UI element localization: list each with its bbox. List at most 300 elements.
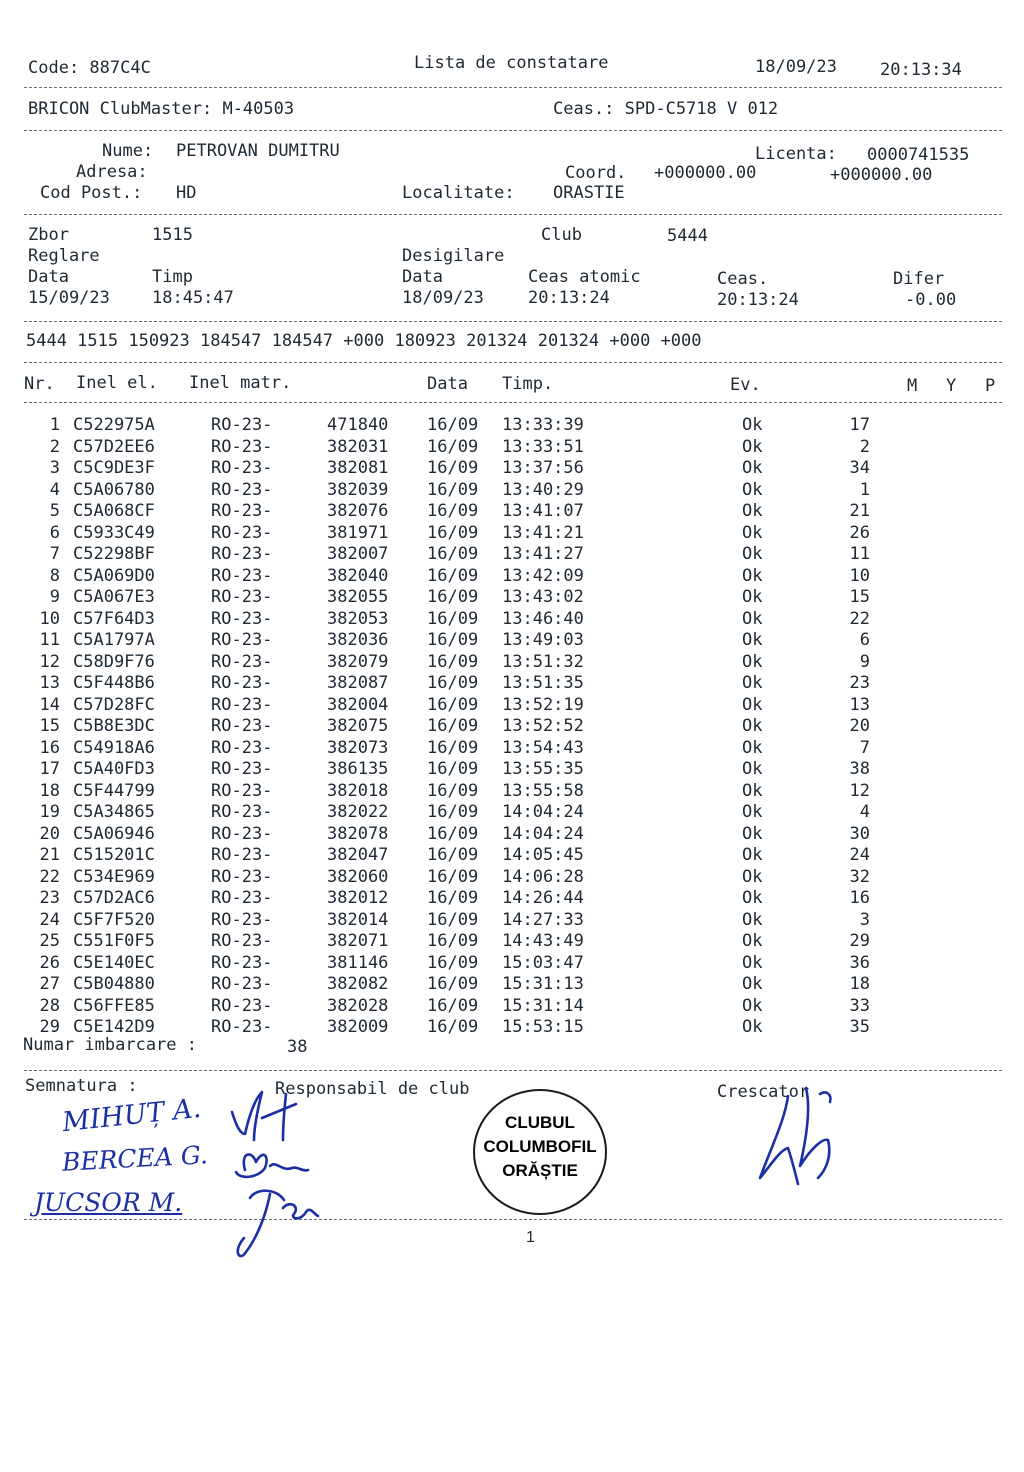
cell-nr: 10 [39,608,60,629]
cell-registration-prefix: RO-23- [211,694,273,715]
cell-time: 13:37:56 [502,458,584,478]
cell-date: 16/09 [427,995,479,1016]
setting-time: 18:45:47 [152,288,234,308]
cell-nr: 14 [39,694,60,715]
cell-electronic-ring: C58D9F76 [73,651,155,672]
cell-registration-prefix: RO-23- [211,845,273,865]
cell-date: 16/09 [427,909,479,930]
cell-nr: 28 [39,995,60,1016]
cell-registration-number: 382055 [327,587,389,607]
cell-registration-prefix: RO-23- [211,522,273,543]
cell-registration-prefix: RO-23- [211,651,273,672]
cell-time: 13:41:07 [502,501,584,521]
cell-electronic-ring: C5E142D9 [73,1017,155,1037]
cell-position: 32 [849,866,870,887]
cell-registration-prefix: RO-23- [211,436,273,457]
cell-date: 16/09 [427,479,479,500]
cell-registration-number: 471840 [327,415,389,435]
cell-nr: 22 [39,866,60,887]
divider [24,214,1002,215]
cell-event: Ok [742,866,763,887]
cell-nr: 11 [39,630,60,650]
table-row [0,823,1024,847]
cell-nr: 25 [39,931,60,951]
cell-time: 13:49:03 [502,630,584,650]
cell-position: 38 [849,759,870,779]
cell-event: Ok [742,651,763,672]
setting-date: 15/09/23 [28,288,110,308]
cell-registration-prefix: RO-23- [211,866,273,887]
table-row [0,866,1024,890]
cell-event: Ok [742,995,763,1016]
unsealing-date: 18/09/23 [402,288,484,308]
cell-electronic-ring: C5A069D0 [73,565,155,586]
cell-time: 14:05:45 [502,845,584,865]
cell-electronic-ring: C5C9DE3F [73,458,155,478]
cell-position: 34 [849,458,870,478]
stamp-line-3: ORĂȘTIE [502,1161,578,1180]
table-row [0,780,1024,804]
table-row [0,589,1024,610]
cell-nr: 3 [49,458,60,478]
cell-date: 16/09 [427,845,479,865]
locality-value: ORASTIE [553,183,625,203]
cell-electronic-ring: C52298BF [73,544,155,564]
cell-position: 15 [849,587,870,607]
postcode-value: HD [176,183,197,203]
unsealing-label: Desigilare [402,246,505,266]
cell-position: 35 [849,1017,870,1037]
cell-registration-number: 382071 [327,931,389,951]
cell-registration-number: 382047 [327,845,389,865]
cell-electronic-ring: C551F0F5 [73,931,155,951]
cell-time: 14:06:28 [502,866,584,887]
cell-electronic-ring: C5A34865 [73,802,155,822]
boarding-count-value: 38 [287,1037,308,1057]
table-row [0,503,1024,524]
cell-electronic-ring: C57D28FC [73,694,155,715]
table-row [0,976,1024,997]
cell-date: 16/09 [427,458,479,478]
cell-registration-number: 382036 [327,630,389,650]
table-row [0,651,1024,675]
cell-time: 14:04:24 [502,823,584,844]
clock-time: 20:13:24 [717,290,799,310]
cell-electronic-ring: C522975A [73,415,155,435]
signature-name-1: MIHUȚ A. [60,1092,203,1139]
table-row [0,952,1024,976]
cell-date: 16/09 [427,436,479,457]
cell-electronic-ring: C5F44799 [73,780,155,801]
cell-time: 13:41:27 [502,544,584,564]
cell-registration-prefix: RO-23- [211,673,273,693]
cell-event: Ok [742,974,763,994]
atomic-clock-time: 20:13:24 [528,288,610,308]
cell-electronic-ring: C5933C49 [73,522,155,543]
cell-time: 13:33:39 [502,415,584,435]
cell-event: Ok [742,780,763,801]
cell-position: 9 [859,651,870,672]
signature-name-2: BERCEA G. [61,1140,209,1177]
cell-position: 17 [849,415,870,435]
column-header-p: P [985,376,996,396]
divider [24,1219,1002,1220]
name-label: Nume: [102,141,154,161]
cell-position: 12 [849,780,870,801]
cell-electronic-ring: C5B04880 [73,974,155,994]
cell-date: 16/09 [427,716,479,736]
cell-position: 29 [849,931,870,951]
cell-event: Ok [742,544,763,564]
cell-time: 14:27:33 [502,909,584,930]
cell-electronic-ring: C5A1797A [73,630,155,650]
cell-registration-prefix: RO-23- [211,823,273,844]
table-row [0,608,1024,632]
cell-date: 16/09 [427,630,479,650]
cell-event: Ok [742,415,763,435]
cell-event: Ok [742,952,763,973]
cell-electronic-ring: C5B8E3DC [73,716,155,736]
cell-electronic-ring: C57D2EE6 [73,436,155,457]
cell-date: 16/09 [427,888,479,908]
table-row [0,933,1024,954]
cell-registration-number: 382053 [327,608,389,629]
cell-registration-number: 381146 [327,952,389,973]
cell-registration-number: 382012 [327,888,389,908]
table-row [0,718,1024,739]
cell-registration-prefix: RO-23- [211,544,273,564]
cell-event: Ok [742,823,763,844]
table-row [0,460,1024,481]
cell-electronic-ring: C5A067E3 [73,587,155,607]
cell-date: 16/09 [427,694,479,715]
cell-electronic-ring: C5A06946 [73,823,155,844]
table-row [0,632,1024,653]
table-row [0,565,1024,589]
flight-label: Zbor [28,225,69,245]
club-responsible-label: Responsabil de club [275,1079,470,1099]
cell-electronic-ring: C5E140EC [73,952,155,973]
code-line: 5444 1515 150923 184547 184547 +000 180923 201324 201324 +000 +000 [26,331,702,351]
column-header-m: M [907,376,918,396]
cell-event: Ok [742,888,763,908]
cell-registration-prefix: RO-23- [211,995,273,1016]
cell-nr: 13 [39,673,60,693]
cell-position: 7 [859,737,870,758]
breeder-label: Crescator [717,1082,810,1102]
coord-label: Coord. [565,163,627,183]
cell-registration-prefix: RO-23- [211,415,273,435]
column-header-date: Data [427,374,468,394]
stamp-line-1: CLUBUL [505,1113,575,1132]
clubmaster-label: BRICON ClubMaster: M-40503 [28,99,295,119]
cell-time: 15:31:13 [502,974,584,994]
divider [24,362,1002,363]
cell-registration-number: 382087 [327,673,389,693]
cell-event: Ok [742,845,763,865]
table-row [0,737,1024,761]
stamp-line-2: COLUMBOFIL [483,1137,597,1156]
license-number: 0000741535 [867,145,970,165]
cell-registration-number: 382009 [327,1017,389,1037]
cell-date: 16/09 [427,565,479,586]
cell-time: 15:31:14 [502,995,584,1016]
cell-registration-prefix: RO-23- [211,909,273,930]
cell-electronic-ring: C5F7F520 [73,909,155,930]
column-header-y: Y [946,376,957,396]
cell-time: 14:04:24 [502,802,584,822]
date-label-2: Data [402,267,443,287]
cell-date: 16/09 [427,608,479,629]
cell-nr: 17 [39,759,60,779]
table-row [0,694,1024,718]
code-label: Code: 887C4C [28,58,151,78]
cell-electronic-ring: C515201C [73,845,155,865]
flight-number: 1515 [152,225,193,245]
cell-position: 1 [859,479,870,500]
cell-registration-number: 382039 [327,479,389,500]
table-row [0,522,1024,546]
cell-electronic-ring: C54918A6 [73,737,155,758]
cell-time: 13:42:09 [502,565,584,586]
cell-position: 21 [849,501,870,521]
cell-time: 15:03:47 [502,952,584,973]
cell-nr: 9 [49,587,60,607]
column-header-nr: Nr. [24,374,55,394]
cell-registration-prefix: RO-23- [211,802,273,822]
table-row [0,804,1024,825]
header-date: 18/09/23 [755,57,837,77]
cell-nr: 21 [39,845,60,865]
table-row [0,436,1024,460]
table-row [0,675,1024,696]
cell-date: 16/09 [427,737,479,758]
cell-nr: 29 [39,1017,60,1037]
table-row [0,909,1024,933]
cell-registration-number: 382078 [327,823,389,844]
cell-electronic-ring: C5A40FD3 [73,759,155,779]
locality-label: Localitate: [402,183,515,203]
cell-nr: 6 [49,522,60,543]
cell-registration-prefix: RO-23- [211,479,273,500]
cell-time: 13:40:29 [502,479,584,500]
cell-nr: 20 [39,823,60,844]
cell-event: Ok [742,587,763,607]
cell-time: 13:54:43 [502,737,584,758]
signature-label: Semnatura : [25,1076,138,1096]
coord-value-2: +000000.00 [830,165,933,185]
cell-position: 33 [849,995,870,1016]
cell-nr: 24 [39,909,60,930]
cell-registration-number: 381971 [327,522,389,543]
cell-registration-number: 382081 [327,458,389,478]
cell-registration-prefix: RO-23- [211,780,273,801]
cell-date: 16/09 [427,522,479,543]
cell-nr: 19 [39,802,60,822]
divider [24,87,1002,88]
cell-time: 13:52:52 [502,716,584,736]
divider [24,1070,1002,1071]
cell-electronic-ring: C57D2AC6 [73,888,155,908]
cell-time: 13:51:32 [502,651,584,672]
cell-date: 16/09 [427,952,479,973]
column-header-time: Timp. [502,374,554,394]
owner-name: PETROVAN DUMITRU [176,141,340,161]
cell-date: 16/09 [427,823,479,844]
club-number: 5444 [667,226,708,246]
address-label: Adresa: [76,162,148,182]
cell-registration-number: 382082 [327,974,389,994]
cell-event: Ok [742,436,763,457]
club-stamp [470,1086,610,1218]
cell-registration-prefix: RO-23- [211,1017,273,1037]
cell-event: Ok [742,759,763,779]
cell-nr: 27 [39,974,60,994]
cell-date: 16/09 [427,501,479,521]
cell-time: 13:55:58 [502,780,584,801]
cell-registration-prefix: RO-23- [211,458,273,478]
cell-event: Ok [742,909,763,930]
cell-event: Ok [742,802,763,822]
cell-time: 13:55:35 [502,759,584,779]
table-row [0,417,1024,438]
table-row [0,546,1024,567]
cell-position: 11 [849,544,870,564]
page-number: 1 [526,1229,535,1246]
cell-date: 16/09 [427,931,479,951]
column-header-event: Ev. [730,375,761,395]
date-label: Data [28,267,69,287]
cell-electronic-ring: C57F64D3 [73,608,155,629]
cell-registration-prefix: RO-23- [211,931,273,951]
cell-registration-prefix: RO-23- [211,608,273,629]
cell-time: 13:51:35 [502,673,584,693]
document-title: Lista de constatare [414,53,609,73]
cell-registration-number: 382022 [327,802,389,822]
cell-registration-number: 382004 [327,694,389,715]
cell-event: Ok [742,1017,763,1037]
cell-position: 23 [849,673,870,693]
cell-position: 36 [849,952,870,973]
cell-position: 13 [849,694,870,715]
cell-nr: 8 [49,565,60,586]
table-row [0,847,1024,868]
column-header-registration-ring: Inel matr. [189,373,292,393]
cell-date: 16/09 [427,802,479,822]
cell-position: 16 [849,888,870,908]
cell-time: 14:26:44 [502,888,584,908]
cell-nr: 23 [39,888,60,908]
cell-registration-prefix: RO-23- [211,952,273,973]
cell-position: 26 [849,522,870,543]
divider [24,321,1002,322]
cell-nr: 2 [49,436,60,457]
cell-date: 16/09 [427,866,479,887]
cell-position: 20 [849,716,870,736]
cell-nr: 1 [49,415,60,435]
cell-registration-number: 382028 [327,995,389,1016]
cell-position: 3 [859,909,870,930]
cell-event: Ok [742,565,763,586]
signature-name-3: JUCSOR M. [34,1188,183,1217]
cell-registration-number: 382073 [327,737,389,758]
cell-date: 16/09 [427,651,479,672]
cell-registration-number: 382060 [327,866,389,887]
cell-nr: 5 [49,501,60,521]
cell-registration-number: 382031 [327,436,389,457]
cell-position: 4 [859,802,870,822]
cell-registration-number: 382079 [327,651,389,672]
cell-time: 13:52:19 [502,694,584,715]
cell-registration-prefix: RO-23- [211,974,273,994]
cell-event: Ok [742,737,763,758]
cell-registration-prefix: RO-23- [211,759,273,779]
cell-position: 22 [849,608,870,629]
divider [24,130,1002,131]
cell-event: Ok [742,694,763,715]
cell-nr: 15 [39,716,60,736]
cell-registration-number: 382007 [327,544,389,564]
header-time: 20:13:34 [880,60,962,80]
table-row [0,995,1024,1019]
table-row [0,479,1024,503]
postcode-label: Cod Post.: [40,183,143,203]
cell-position: 2 [859,436,870,457]
cell-electronic-ring: C5A068CF [73,501,155,521]
column-header-electronic-ring: Inel el. [76,373,158,393]
cell-date: 16/09 [427,1017,479,1037]
cell-electronic-ring: C56FFE85 [73,995,155,1016]
cell-position: 24 [849,845,870,865]
cell-time: 15:53:15 [502,1017,584,1037]
cell-nr: 7 [49,544,60,564]
clock-label: Ceas.: SPD-C5718 V 012 [553,99,779,119]
cell-registration-prefix: RO-23- [211,587,273,607]
cell-time: 13:33:51 [502,436,584,457]
cell-position: 6 [859,630,870,650]
cell-registration-number: 382014 [327,909,389,930]
cell-date: 16/09 [427,974,479,994]
boarding-count-label: Numar imbarcare : [23,1035,197,1055]
cell-nr: 12 [39,651,60,672]
cell-date: 16/09 [427,587,479,607]
cell-electronic-ring: C5A06780 [73,479,155,500]
cell-date: 16/09 [427,759,479,779]
cell-time: 13:46:40 [502,608,584,629]
cell-registration-number: 382075 [327,716,389,736]
cell-registration-prefix: RO-23- [211,630,273,650]
cell-event: Ok [742,479,763,500]
coord-value-1: +000000.00 [654,163,757,183]
table-row [0,761,1024,782]
cell-position: 10 [849,565,870,586]
cell-registration-prefix: RO-23- [211,565,273,586]
time-label: Timp [152,267,193,287]
cell-event: Ok [742,608,763,629]
cell-registration-number: 382040 [327,565,389,586]
cell-registration-prefix: RO-23- [211,716,273,736]
atomic-clock-label: Ceas atomic [528,267,641,287]
cell-nr: 18 [39,780,60,801]
license-label: Licenta: [755,144,837,164]
setting-label: Reglare [28,246,100,266]
table-row [0,890,1024,911]
cell-registration-prefix: RO-23- [211,737,273,758]
cell-time: 13:41:21 [502,522,584,543]
clock-time-label: Ceas. [717,269,769,289]
cell-event: Ok [742,630,763,650]
cell-event: Ok [742,673,763,693]
